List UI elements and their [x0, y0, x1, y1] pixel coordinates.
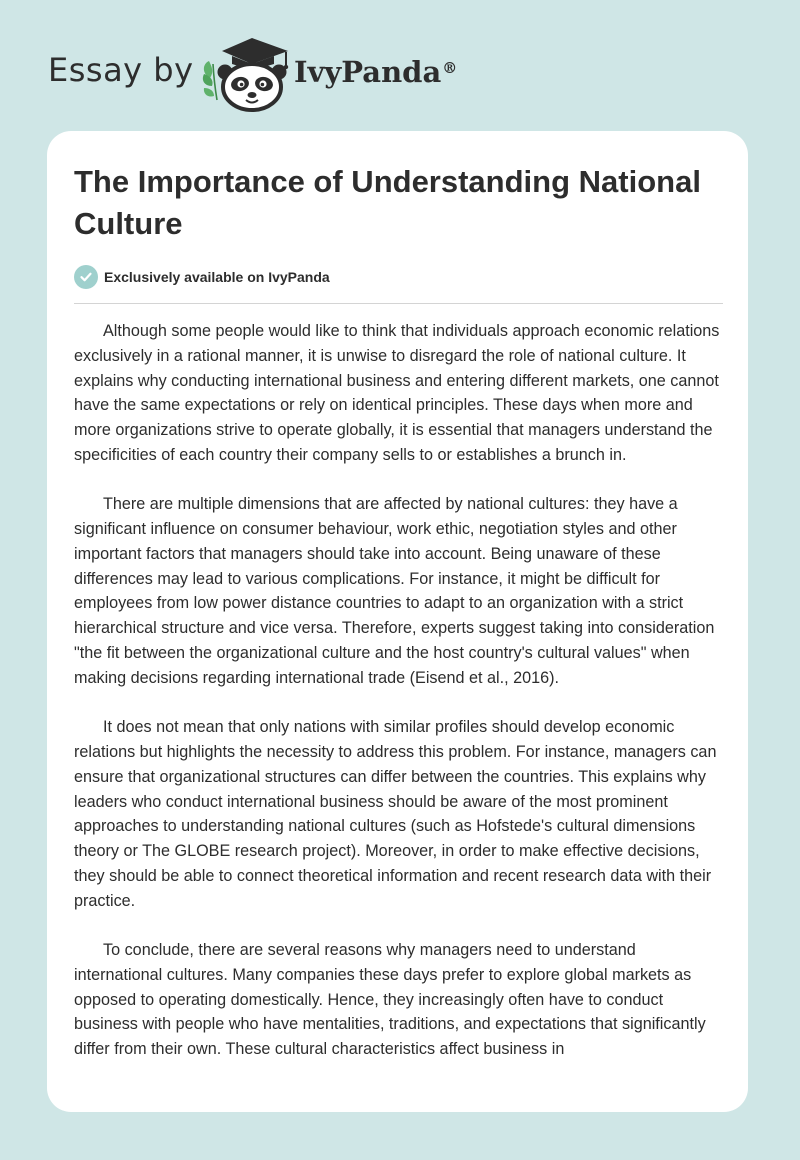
paragraph: It does not mean that only nations with similar profiles should develop economic relations but highlights the necessity to address this problem. For instance, managers can ensure that organizational structures can differ between the countries. This explains why leaders who conduct international business should be aware of the most prominent approaches to understanding national cultures (such as Hofstede's cultural dimensions theory or The GLOBE research project). Moreover, in order to make effective decisions, they should be able to connect theoretical information and recent research data with their practice.	[74, 718, 717, 910]
divider	[74, 303, 723, 304]
brand-name[interactable]	[294, 54, 457, 90]
paragraph: There are multiple dimensions that are affected by national cultures: they have a significant influence on consumer behaviour, work ethic, negotiation styles and other important factors that managers should take into account. Being unaware of these differences may lead to various complications. For instance, it might be difficult for employees from low power distance countries to adapt to an organization with a strict hierarchical structure and vice versa. Therefore, experts suggest taking into consideration "the fit between the organizational culture and the host country's cultural values" when making decisions regarding international trade (Eisend et al., 2016).	[74, 495, 715, 687]
exclusive-label: Exclusively available on IvyPanda	[104, 269, 330, 285]
leaf-icon	[203, 61, 217, 100]
panda-graduate-logo-icon[interactable]	[200, 34, 296, 112]
essay-by-label: Essay by	[48, 51, 194, 89]
article-card	[47, 131, 748, 1112]
site-header	[0, 0, 800, 130]
article-body	[74, 319, 724, 1087]
paragraph: To conclude, there are several reasons why managers need to understand international cultures. Many companies these days prefer to explore global markets as opposed to operating domestically. Hence, they increasingly often have to conduct business with people who have mentalities, traditions, and expectations that significantly differ from their own. These cultural characteristics affect business in	[74, 941, 706, 1059]
article-title: The Importance of Understanding National Culture	[74, 164, 701, 241]
brand-name-text: IvyPanda	[294, 55, 442, 89]
paragraph: Although some people would like to think that individuals approach economic relations exclusively in a rational manner, it is unwise to disregard the role of national culture. It explains why conducting international business and entering different markets, one cannot have the same expectations or rely on identical principles. These days when more and more organizations strive to operate globally, it is essential that managers understand the specificities of each country their company sells to or establishes a brunch in.	[74, 322, 720, 464]
checkmark-icon	[74, 265, 98, 289]
registered-mark: ®	[442, 59, 458, 77]
exclusive-badge	[74, 264, 330, 290]
